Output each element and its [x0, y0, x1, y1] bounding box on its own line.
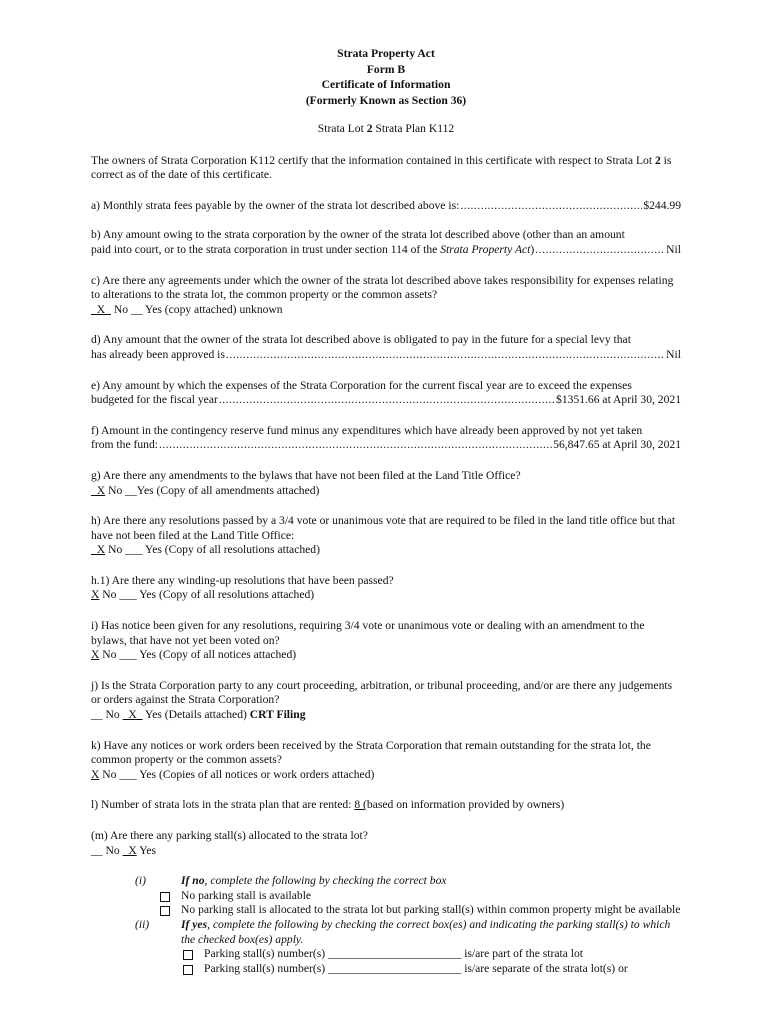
sub-ii-option-2-b: is/are separate of the strata lot(s) or — [461, 961, 628, 975]
item-m-answer-text: Yes — [136, 843, 157, 857]
item-m-text: (m) Are there any parking stall(s) allocated to the strata lot? — [91, 829, 368, 842]
sub-i-lead — [181, 874, 681, 889]
sub-i-lead-bold: If no — [181, 874, 205, 888]
item-j-pre: __ No — [91, 708, 123, 722]
item-b-line2-a: paid into court, or to the strata corporation in trust under section 114 of the — [91, 242, 441, 256]
checkbox-stall-separate[interactable] — [183, 965, 193, 975]
item-j-answer-text: Yes (Details attached) — [142, 708, 250, 722]
item-k-text: k) Have any notices or work orders been received by the Strata Corporation that remain outstanding for the strata lot, the common property or the common assets? — [91, 738, 651, 767]
sub-ii-lead-bold: If yes — [181, 917, 208, 931]
form-header — [91, 46, 681, 108]
item-g-text: g) Are there any amendments to the bylaws that have not been filed at the Land Title Office? — [91, 468, 521, 482]
sub-ii-option-1 — [183, 947, 681, 962]
sub-ii-lead-rest: , complete the following by checking the correct box(es) and indicating the parking stall(s) to which the checked box(es) apply. — [181, 917, 671, 946]
sub-i-option-2 — [160, 903, 681, 918]
intro-text-b: is correct as of the date of this certificate. — [91, 153, 672, 182]
item-c-mark: _X_ — [91, 302, 111, 316]
item-h1-answer-text: No ___ Yes (Copy of all resolutions attached) — [99, 588, 315, 602]
item-m-parking — [91, 829, 681, 858]
item-i-answer-text: No ___ Yes (Copy of all notices attached) — [99, 648, 297, 662]
leader-dots — [460, 199, 642, 214]
strata-lot-line — [91, 122, 681, 137]
sub-i-option-2-label: No parking stall is allocated to the strata lot but parking stall(s) within common property might be available — [181, 903, 681, 917]
item-h1-answer — [91, 588, 681, 603]
leader-dots — [226, 348, 665, 363]
checkbox-stall-part-of-lot[interactable] — [183, 950, 193, 960]
item-m-sub-i — [91, 874, 681, 889]
sub-i-option-1-label: No parking stall is available — [181, 888, 312, 902]
intro-lot-number: 2 — [654, 153, 661, 167]
item-d-line1: d) Any amount that the owner of the strata lot described above is obligated to pay in the future for a special levy that — [91, 333, 631, 347]
lot-line-prefix: Strata Lot — [317, 122, 367, 135]
item-d-special-levy — [91, 333, 681, 362]
item-j-text: j) Is the Strata Corporation party to any court proceeding, arbitration, or tribunal proceeding, and/or are there any judgements or orders against the Strata Corporation? — [91, 678, 673, 707]
item-j-court-proceedings — [91, 679, 681, 723]
item-m-mark: _X — [122, 843, 137, 857]
sub-ii-option-2-a: Parking stall(s) number(s) — [204, 961, 328, 975]
sub-i-number: (i) — [135, 874, 146, 888]
item-b-line1: b) Any amount owing to the strata corporation by the owner of the strata lot described above (other than an amount — [91, 228, 625, 242]
item-j-answer — [91, 708, 681, 723]
item-h-text: h) Are there any resolutions passed by a 3/4 vote or unanimous vote that are required to be filed in the land title office but that have not been filed at the Land Title Office: — [91, 514, 676, 542]
item-g-answer — [91, 484, 681, 499]
sub-ii-option-2-label — [204, 962, 681, 977]
item-k-work-orders — [91, 739, 681, 783]
intro-text-a: The owners of Strata Corporation K112 certify that the information contained in this certificate with respect to Strata Lot — [91, 153, 655, 167]
item-b-value: Nil — [666, 242, 681, 256]
sub-ii-option-1-b: is/are part of the strata lot — [461, 947, 583, 961]
item-d-value: Nil — [666, 347, 681, 361]
sub-i-option-1 — [160, 889, 681, 904]
sub-ii-option-2 — [183, 962, 681, 977]
item-m-sub-ii — [91, 918, 681, 947]
item-c-text: c) Are there any agreements under which the owner of the strata lot described above takes responsibility for expenses relating to alterations to the strata lot, the common property or the common assets? — [91, 273, 674, 302]
leader-dots — [219, 393, 555, 408]
item-g-mark: _X — [91, 483, 106, 497]
leader-dots — [159, 438, 552, 453]
item-e-line2: budgeted for the fiscal year — [91, 393, 218, 407]
item-i-text: i) Has notice been given for any resolutions, requiring 3/4 vote or unanimous vote or dealing with an amendment to the bylaws, that have not yet been voted on? — [91, 619, 645, 647]
item-e-expenses — [91, 379, 681, 408]
item-c-answer — [91, 303, 681, 318]
item-m-pre: __ No — [91, 843, 123, 857]
item-j-crt-filing: CRT Filing — [249, 708, 306, 722]
item-a-value: $244.99 — [643, 198, 681, 212]
sub-ii-option-1-label — [204, 947, 681, 962]
stall-number-blank-2[interactable]: _______________________ — [327, 961, 462, 975]
item-e-value: $1351.66 at April 30, 2021 — [556, 393, 681, 407]
item-d-line2: has already been approved is — [91, 347, 225, 361]
item-i-answer — [91, 648, 681, 663]
lot-line-suffix: Strata Plan K112 — [372, 122, 455, 135]
item-i-notices — [91, 619, 681, 663]
sub-ii-option-1-a: Parking stall(s) number(s) — [204, 947, 328, 961]
header-act-title: Strata Property Act — [337, 47, 435, 60]
item-l-text: l) Number of strata lots in the strata plan that are rented: — [91, 798, 355, 812]
intro-paragraph — [91, 154, 681, 183]
item-g-answer-text: No __Yes (Copy of all amendments attached) — [105, 483, 320, 497]
item-f-value: 56,847.65 at April 30, 2021 — [553, 438, 681, 452]
item-b-amount-owing — [91, 228, 681, 257]
checkbox-no-stall-available[interactable] — [160, 892, 170, 902]
item-c-answer-text: No __ Yes (copy attached) unknown — [110, 302, 283, 316]
sub-i-lead-rest: , complete the following by checking the correct box — [204, 874, 447, 888]
item-f-line1: f) Amount in the contingency reserve fund minus any expenditures which have already been approved by not yet taken — [91, 423, 643, 437]
item-h-resolutions — [91, 514, 681, 558]
certificate-page — [91, 46, 681, 976]
item-k-mark: X — [91, 767, 100, 781]
item-a-monthly-fees — [91, 199, 681, 214]
item-b-act-name: Strata Property Act — [440, 242, 531, 256]
item-h1-mark: X — [91, 588, 100, 602]
item-f-line2: from the fund: — [91, 438, 158, 452]
header-certificate-title: Certificate of Information — [321, 78, 451, 91]
item-k-answer — [91, 768, 681, 783]
item-b-line2-b: ) — [530, 242, 535, 256]
item-e-line1: e) Any amount by which the expenses of the Strata Corporation for the current fiscal year are to exceed the expenses — [91, 378, 632, 392]
item-h-answer-text: No ___ Yes (Copy of all resolutions attached) — [105, 543, 320, 557]
header-formerly-known: (Formerly Known as Section 36) — [305, 93, 467, 107]
item-i-mark: X — [91, 648, 100, 662]
item-c-agreements — [91, 274, 681, 318]
item-h-answer — [91, 543, 681, 558]
sub-ii-number: (ii) — [135, 917, 150, 931]
item-b-line2 — [91, 243, 534, 258]
sub-ii-lead — [181, 918, 681, 947]
item-h1-winding-up — [91, 574, 681, 603]
stall-number-blank-1[interactable]: _______________________ — [327, 947, 462, 961]
item-a-text: a) Monthly strata fees payable by the owner of the strata lot described above is: — [91, 198, 460, 212]
item-k-answer-text: No ___ Yes (Copies of all notices or work orders attached) — [99, 767, 375, 781]
item-h-mark: _X — [91, 543, 106, 557]
item-j-mark: _X_ — [122, 708, 143, 722]
header-form-name: Form B — [366, 62, 406, 76]
lot-number: 2 — [366, 122, 373, 135]
item-h1-text: h.1) Are there any winding-up resolutions that have been passed? — [91, 573, 394, 587]
item-g-bylaw-amendments — [91, 469, 681, 498]
checkbox-common-property-stall[interactable] — [160, 906, 170, 916]
item-m-answer — [91, 844, 681, 859]
leader-dots — [535, 243, 665, 258]
item-l-note: based on information provided by owners) — [366, 798, 565, 812]
item-l-rented-lots — [91, 798, 681, 813]
item-l-count: 8 ( — [354, 798, 367, 812]
item-f-reserve-fund — [91, 424, 681, 453]
